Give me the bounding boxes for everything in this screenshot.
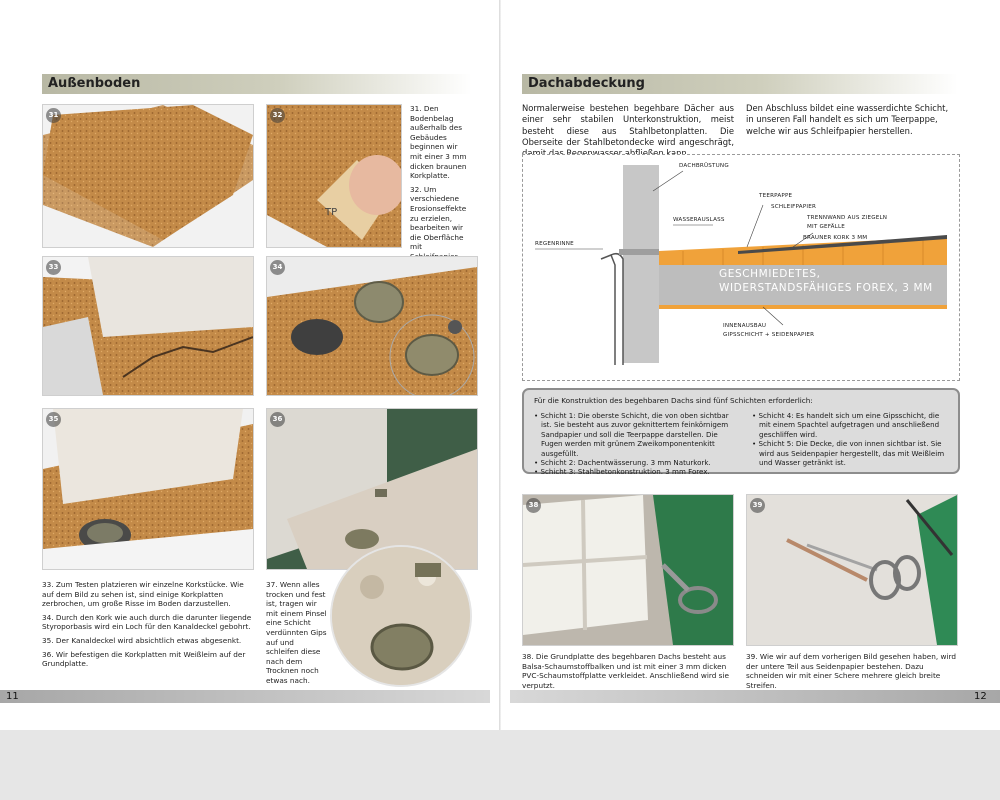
caption-32: 32. Um verschiedene Erosionseffekte zu erzielen, bearbeiten wir die Oberfläche mit: [410, 184, 467, 252]
label-trennwand-1: TRENNWAND AUS ZIEGELN: [807, 215, 888, 221]
photo-33: [42, 256, 254, 396]
photo-number: 39: [750, 498, 765, 513]
photo-36: [266, 408, 478, 570]
caption-38: 38. Die Grundplatte des begehbaren Dachs besteht aus Balsa-Schaumstoffbalken und ist mit einer 3 mm dicken PVC-Schaumstoffplatte verkleidet. Anschließend wird sie verputzt.: [522, 652, 730, 690]
page-number-left: 11: [6, 691, 19, 702]
photo-number: 35: [46, 412, 61, 427]
balsa-base-illustration: [523, 495, 733, 645]
infobox-intro: Für die Konstruktion des begehbaren Dachs sind fünf Schichten erforderlich:: [534, 396, 813, 405]
label-trennwand-2: MIT GEFÄLLE: [807, 224, 846, 230]
label-teerpappe: TEERPAPPE: [759, 193, 793, 199]
photo-number: 31: [46, 108, 61, 123]
caption-39: 39. Wie wir auf dem vorherigen Bild gesehen haben, wird der untere Teil aus Seidenpapier bestehen. Dazu schneiden wir mit einer Schere mehrere gleich breite Streifen.: [746, 652, 956, 690]
svg-text:TP: TP: [325, 207, 338, 218]
photo-39: [746, 494, 958, 646]
photo-37: [330, 545, 472, 687]
layer-2: • Schicht 2: Dachentwässerung. 3 mm Naturkork.: [534, 458, 740, 467]
caption-33: 33. Zum Testen platzieren wir einzelne Korkstücke. Wie auf dem Bild zu sehen ist, sind einige Korkplatten zerbrochen, um große Risse im Boden darzustellen.: [42, 580, 244, 609]
roof-cross-section-diagram: [522, 154, 960, 381]
plaster-texture-illustration: [332, 547, 470, 685]
label-innenausbau-1: INNENAUSBAU: [723, 323, 767, 329]
layer-4: • Schicht 4: Es handelt sich um eine Gipsschicht, die mit einem Spachtel aufgetragen und anschließend geschliffen wird.: [752, 411, 950, 439]
page-gutter: [499, 0, 501, 730]
sanding-illustration: [267, 105, 401, 247]
section-header-dachabdeckung: Dachabdeckung: [522, 74, 958, 94]
cork-pieces-illustration: [43, 257, 253, 395]
label-innenausbau-2: GIPSSCHICHT + SEIDENPAPIER: [723, 332, 815, 338]
intro-column-1: Normalerweise bestehen begehbare Dächer aus einer sehr stabilen Unterkonstruktion, meist besteht diese aus Stahlbetonplatten. Die Oberseite der Stahlbetondecke wird angeschrägt,: [522, 103, 734, 147]
layers-info-box: [522, 388, 960, 477]
photo-number: 34: [270, 260, 285, 275]
footer-bar-left: [0, 690, 490, 703]
lowered-manhole-illustration: [43, 409, 253, 569]
caption-35: 35. Der Kanaldeckel wird absichtlich etwas abgesenkt.: [42, 635, 242, 645]
caption-36: 36. Wir befestigen die Korkplatten mit Weißleim auf der Grundplatte.: [42, 649, 246, 669]
intro-column-2: Den Abschluss bildet eine wasserdichte Schicht, in unseren Fall handelt es sich um Teerpappe, welche wir aus Schleifpapier herstellen.: [746, 103, 949, 136]
photo-31: [42, 104, 254, 248]
label-forex-2: WIDERSTANDSFÄHIGES FOREX, 3 MM: [719, 282, 933, 294]
photo-number: 36: [270, 412, 285, 427]
label-forex-1: GESCHMIEDETES,: [719, 268, 821, 280]
photo-number: 32: [270, 108, 285, 123]
layers-list-2: [752, 411, 950, 467]
caption-37: 37. Wenn alles trocken und fest ist, tragen wir mit einem Pinsel eine Schicht verdünnten Gips auf und schleifen diese nach dem Trocknen noch etwas nach.: [266, 580, 327, 685]
label-dachbruestung: DACHBRÜSTUNG: [679, 163, 729, 169]
footer-bar-right: [510, 690, 1000, 703]
photo-38: [522, 494, 734, 646]
cork-sheets-illustration: [43, 105, 253, 247]
tissue-paper-scissors-illustration: [747, 495, 957, 645]
photo-35: [42, 408, 254, 570]
label-schleifpapier: SCHLEIFPAPIER: [771, 204, 817, 210]
page-number-right: 12: [974, 691, 987, 702]
label-wasserauslass: WASSERAUSLASS: [673, 217, 725, 223]
section-header-aussenboden: Außenboden: [42, 74, 472, 94]
photo-32: [266, 104, 402, 248]
layer-3: • Schicht 3: Stahlbetonkonstruktion. 3 mm Forex.: [534, 467, 740, 476]
glued-cork-illustration: [267, 409, 477, 569]
captions-33-36: [42, 580, 257, 673]
photo-number: 38: [526, 498, 541, 513]
photo-34: [266, 256, 478, 396]
layer-1: • Schicht 1: Die oberste Schicht, die von oben sichtbar ist. Sie besteht aus zuvor geknittertem feinkörnigem Sandpapier und soll die Teerpappe darstellen. Die Fugen werden mit grünem Zweikomponentenkitt ausgefüllt.: [534, 411, 740, 458]
label-regenrinne: REGENRINNE: [535, 241, 574, 247]
photo-number: 33: [46, 260, 61, 275]
caption-34: 34. Durch den Kork wie auch durch die darunter liegende Styroporbasis wird ein Loch für den Kanaldeckel gebohrt.: [42, 612, 252, 632]
layers-list-1: [534, 411, 740, 477]
label-brauner-kork: BRAUNER KORK 3 MM: [803, 235, 868, 241]
manhole-hole-illustration: [267, 257, 477, 395]
layer-5: • Schicht 5: Die Decke, die von innen sichtbar ist. Sie wird aus Seidenpapier hergestellt, das mit Weißleim und Wasser getränkt ist.: [752, 439, 950, 467]
caption-31: 31. Den Bodenbelag außerhalb des Gebäudes beginnen wir mit einer 3 mm dicken braunen Korkplatte.: [410, 104, 467, 181]
